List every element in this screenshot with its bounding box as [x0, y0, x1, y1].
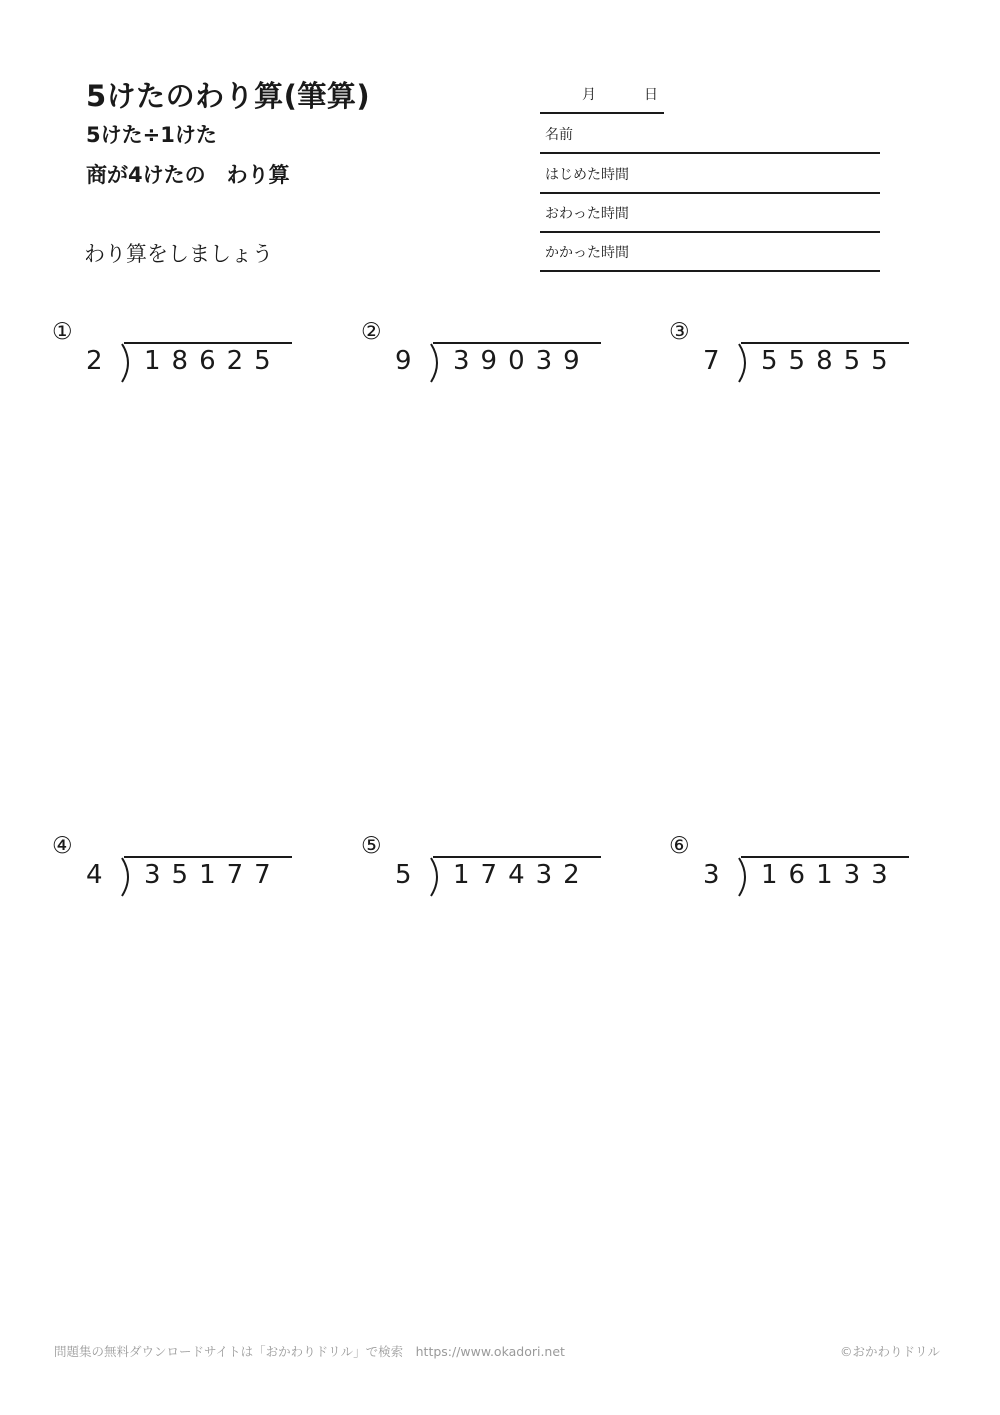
start-time-field[interactable] [540, 154, 880, 194]
division-bracket-icon [735, 856, 753, 898]
division-bracket-icon [427, 342, 445, 384]
elapsed-time-field[interactable] [540, 232, 880, 272]
division-bracket-icon [118, 856, 136, 898]
day-label: 日 [644, 87, 658, 103]
division-bracket-icon [427, 856, 445, 898]
elapsed-time-label: かかった時間 [545, 245, 629, 261]
start-time-label: はじめた時間 [545, 167, 629, 183]
divisor: 4 [86, 860, 103, 890]
division-problem [361, 832, 621, 912]
problem-number: ⑤ [361, 833, 382, 859]
name-label: 名前 [545, 127, 573, 143]
dividend: 16133 [761, 860, 899, 890]
worksheet-subtitle-2: 商が4けたの わり算 [86, 163, 290, 187]
division-problem [669, 318, 929, 398]
dividend: 18625 [144, 346, 282, 376]
division-problem [669, 832, 929, 912]
divisor: 9 [395, 346, 412, 376]
divisor: 3 [703, 860, 720, 890]
problem-number: ① [52, 319, 73, 345]
worksheet-title: 5けたのわり算(筆算) [86, 79, 371, 113]
footer-copyright: ©おかわりドリル [839, 1344, 940, 1359]
divisor: 2 [86, 346, 103, 376]
division-problem [52, 832, 312, 912]
problem-number: ② [361, 319, 382, 345]
division-problem [52, 318, 312, 398]
division-bracket-icon [118, 342, 136, 384]
end-time-field[interactable] [540, 193, 880, 233]
problem-number: ④ [52, 833, 73, 859]
problem-number: ⑥ [669, 833, 690, 859]
name-field[interactable] [540, 114, 880, 154]
dividend: 17432 [453, 860, 591, 890]
month-label: 月 [582, 87, 596, 103]
dividend: 39039 [453, 346, 591, 376]
date-field[interactable] [540, 84, 664, 114]
worksheet-subtitle: 5けた÷1けた [86, 123, 217, 147]
problem-number: ③ [669, 319, 690, 345]
dividend: 55855 [761, 346, 899, 376]
divisor: 7 [703, 346, 720, 376]
divisor: 5 [395, 860, 412, 890]
division-problem [361, 318, 621, 398]
end-time-label: おわった時間 [545, 206, 629, 222]
instruction-text: わり算をしましょう [84, 242, 273, 266]
dividend: 35177 [144, 860, 282, 890]
division-bracket-icon [735, 342, 753, 384]
footer-site-note: 問題集の無料ダウンロードサイトは「おかわりドリル」で検索 https://www.okadori.net [54, 1344, 565, 1359]
